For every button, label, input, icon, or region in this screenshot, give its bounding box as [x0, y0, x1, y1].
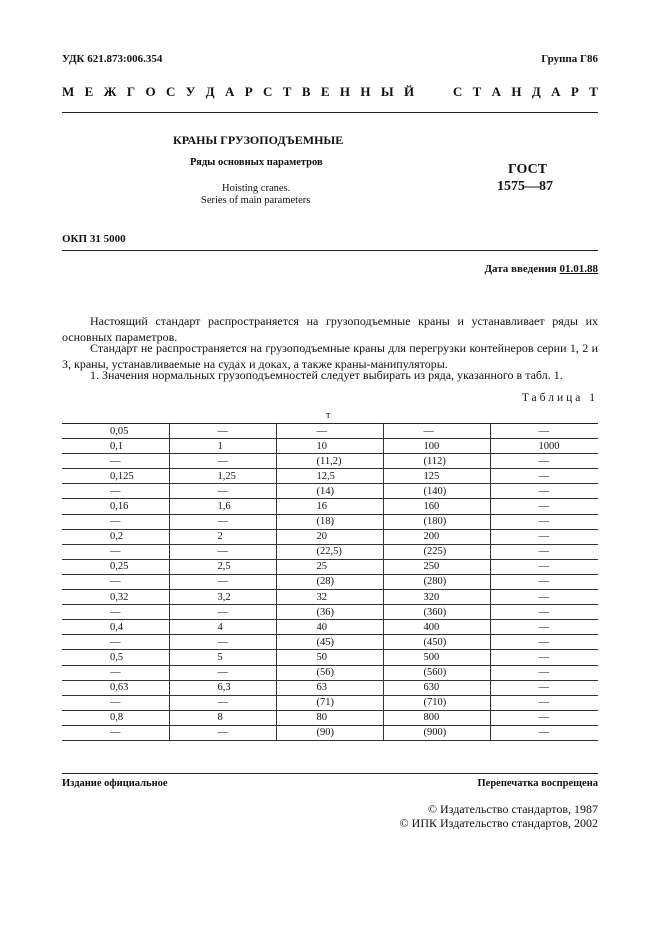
divider-middle: [62, 250, 598, 251]
table-cell: 16: [276, 499, 383, 514]
table-row: [62, 620, 598, 635]
table-cell: 2: [169, 529, 276, 544]
table-unit: т: [326, 410, 331, 421]
table-cell: 0,25: [62, 559, 169, 574]
table-cell: —: [62, 695, 169, 710]
table-cell: (14): [276, 484, 383, 499]
table-cell: (140): [383, 484, 490, 499]
gost-label: ГОСТ: [508, 162, 548, 177]
table-cell: 3,2: [169, 590, 276, 605]
table-cell: —: [490, 620, 598, 635]
table-row: [62, 695, 598, 710]
table-row: [62, 439, 598, 454]
table-cell: —: [490, 559, 598, 574]
table-cell: —: [169, 605, 276, 620]
table-cell: 10: [276, 439, 383, 454]
table-cell: 500: [383, 650, 490, 665]
table-cell: —: [169, 424, 276, 439]
table-cell: (28): [276, 574, 383, 589]
paragraph-scope: Настоящий стандарт распространяется на грузоподъемные краны и устанавливает ряды их основных параметров.: [62, 314, 598, 344]
table-row: [62, 605, 598, 620]
table-cell: (71): [276, 695, 383, 710]
banner-letter: Н: [360, 84, 371, 99]
table-cell: 5: [169, 650, 276, 665]
table-cell: 100: [383, 439, 490, 454]
table-cell: 0,8: [62, 710, 169, 725]
banner-letter: Г: [126, 84, 136, 99]
table-caption: Таблица 1: [521, 392, 598, 404]
table-cell: 1,6: [169, 499, 276, 514]
table-cell: (450): [383, 635, 490, 650]
table-cell: 40: [276, 620, 383, 635]
table-cell: 630: [383, 680, 490, 695]
table-cell: —: [383, 424, 490, 439]
official-edition: Издание официальное: [62, 778, 168, 789]
table-cell: —: [62, 635, 169, 650]
table-row: [62, 484, 598, 499]
table-cell: (22,5): [276, 544, 383, 559]
table-cell: 0,2: [62, 529, 169, 544]
table-cell: —: [490, 514, 598, 529]
table-cell: —: [490, 469, 598, 484]
divider-bottom: [62, 773, 598, 774]
table-cell: —: [276, 424, 383, 439]
banner-letter: Е: [84, 84, 94, 99]
table-cell: 63: [276, 680, 383, 695]
table-cell: —: [62, 725, 169, 740]
divider-top: [62, 112, 598, 113]
table-row: [62, 680, 598, 695]
banner-letter: А: [224, 84, 235, 99]
table-cell: 32: [276, 590, 383, 605]
table-cell: —: [169, 454, 276, 469]
table-cell: 0,05: [62, 424, 169, 439]
table-cell: 0,1: [62, 439, 169, 454]
banner-letter: В: [301, 84, 311, 99]
paragraph-exclusions: Стандарт не распространяется на грузоподъемные краны для перегрузки контейнеров серии 1, 2 и 3, краны, устанавливаемые на судах и доках, а также краны-манипуляторы.: [62, 341, 598, 371]
table-cell: —: [490, 680, 598, 695]
english-title-line-2: Series of main parameters: [201, 195, 311, 206]
reprint-prohibited: Перепечатка воспрещена: [477, 778, 598, 789]
banner-letter: Н: [511, 84, 522, 99]
table-row: [62, 469, 598, 484]
table-cell: 8: [169, 710, 276, 725]
table-cell: 0,16: [62, 499, 169, 514]
table-row: [62, 725, 598, 740]
english-title-line-1: Hoisting cranes.: [222, 183, 291, 194]
table-cell: (225): [383, 544, 490, 559]
table-cell: 125: [383, 469, 490, 484]
banner-letter: Р: [244, 84, 253, 99]
group-code: Группа Г86: [541, 53, 598, 65]
copyright-2002: © ИПК Издательство стандартов, 2002: [399, 816, 598, 830]
table-cell: 160: [383, 499, 490, 514]
table-cell: 25: [276, 559, 383, 574]
banner-letter: А: [491, 84, 501, 99]
table-row: [62, 665, 598, 680]
banner-letter: Д: [205, 84, 215, 99]
table-cell: 20: [276, 529, 383, 544]
table-cell: —: [490, 499, 598, 514]
banner-word-gap: [424, 84, 442, 100]
table-cell: 1000: [490, 439, 598, 454]
table-cell: —: [169, 574, 276, 589]
document-subtitle: Ряды основных параметров: [190, 157, 323, 168]
table-cell: (710): [383, 695, 490, 710]
table-cell: —: [490, 665, 598, 680]
table-cell: (360): [383, 605, 490, 620]
table-cell: —: [490, 424, 598, 439]
table-row: [62, 499, 598, 514]
table-cell: —: [490, 710, 598, 725]
banner-letter: С: [263, 84, 273, 99]
table-cell: —: [490, 529, 598, 544]
table-cell: 4: [169, 620, 276, 635]
table-cell: 800: [383, 710, 490, 725]
table-cell: —: [169, 635, 276, 650]
table-cell: (56): [276, 665, 383, 680]
table-cell: 1,25: [169, 469, 276, 484]
banner-letter: Ж: [103, 84, 117, 99]
table-cell: (90): [276, 725, 383, 740]
table-row: [62, 514, 598, 529]
intro-date-value: 01.01.88: [559, 263, 598, 275]
table-row: [62, 529, 598, 544]
table-cell: 1: [169, 439, 276, 454]
table-cell: (36): [276, 605, 383, 620]
document-title: КРАНЫ ГРУЗОПОДЪЕМНЫЕ: [173, 133, 344, 147]
banner-letter: У: [185, 84, 196, 99]
banner-letter: Ы: [380, 84, 394, 99]
table-cell: (112): [383, 454, 490, 469]
table-cell: —: [169, 725, 276, 740]
introduction-date: [484, 263, 598, 275]
table-cell: —: [490, 695, 598, 710]
table-cell: —: [169, 695, 276, 710]
table-cell: (280): [383, 574, 490, 589]
table-cell: —: [62, 544, 169, 559]
table-cell: 80: [276, 710, 383, 725]
table-cell: —: [490, 635, 598, 650]
table-cell: (900): [383, 725, 490, 740]
table-row: [62, 590, 598, 605]
table-cell: 0,4: [62, 620, 169, 635]
table-cell: (560): [383, 665, 490, 680]
standard-type-banner: [62, 84, 598, 100]
table-cell: (45): [276, 635, 383, 650]
banner-letter: Й: [403, 84, 415, 99]
table-cell: 0,63: [62, 680, 169, 695]
table-cell: —: [490, 544, 598, 559]
table-cell: (11,2): [276, 454, 383, 469]
table-cell: —: [490, 650, 598, 665]
table-cell: 12,5: [276, 469, 383, 484]
table-cell: 400: [383, 620, 490, 635]
banner-letter: Т: [589, 84, 598, 99]
banner-letter: Д: [531, 84, 541, 99]
table-cell: 2,5: [169, 559, 276, 574]
table-row: [62, 710, 598, 725]
table-cell: —: [169, 484, 276, 499]
copyright-1987: © Издательство стандартов, 1987: [427, 802, 598, 816]
table-cell: 50: [276, 650, 383, 665]
table-cell: —: [62, 484, 169, 499]
load-capacity-table: [62, 423, 598, 741]
banner-letter: Н: [339, 84, 351, 99]
table-cell: —: [169, 544, 276, 559]
paragraph-clause-1: 1. Значения нормальных грузоподъемностей следует выбирать из ряда, указанного в табл. 1.: [90, 368, 563, 382]
table-cell: 0,32: [62, 590, 169, 605]
table-cell: 250: [383, 559, 490, 574]
banner-letter: Т: [472, 84, 482, 99]
banner-letter: С: [166, 84, 176, 99]
table-row: [62, 635, 598, 650]
banner-letter: А: [551, 84, 561, 99]
table-cell: 320: [383, 590, 490, 605]
table-row: [62, 650, 598, 665]
table-cell: —: [490, 725, 598, 740]
banner-letter: Р: [570, 84, 579, 99]
table-cell: —: [62, 514, 169, 529]
table-cell: (18): [276, 514, 383, 529]
table-cell: —: [490, 605, 598, 620]
table-cell: —: [490, 590, 598, 605]
table-row: [62, 454, 598, 469]
banner-letter: М: [62, 84, 75, 99]
banner-letter: О: [145, 84, 156, 99]
table-row: [62, 574, 598, 589]
table-cell: —: [62, 665, 169, 680]
table-cell: —: [62, 454, 169, 469]
intro-date-label: Дата введения: [484, 263, 557, 275]
table-cell: —: [490, 484, 598, 499]
table-row: [62, 424, 598, 439]
table-cell: 6,3: [169, 680, 276, 695]
gost-number: 1575—87: [497, 179, 553, 194]
table-cell: 200: [383, 529, 490, 544]
banner-letter: С: [452, 84, 463, 99]
table-cell: —: [490, 454, 598, 469]
table-cell: —: [62, 574, 169, 589]
table-cell: —: [62, 605, 169, 620]
udk-code: УДК 621.873:006.354: [62, 53, 163, 65]
table-row: [62, 559, 598, 574]
banner-letter: Е: [320, 84, 330, 99]
table-cell: —: [169, 665, 276, 680]
table-cell: —: [169, 514, 276, 529]
table-cell: —: [490, 574, 598, 589]
table-row: [62, 544, 598, 559]
table-cell: (180): [383, 514, 490, 529]
table-cell: 0,125: [62, 469, 169, 484]
banner-letter: Т: [282, 84, 292, 99]
okp-code: ОКП 31 5000: [62, 233, 126, 245]
table-cell: 0,5: [62, 650, 169, 665]
